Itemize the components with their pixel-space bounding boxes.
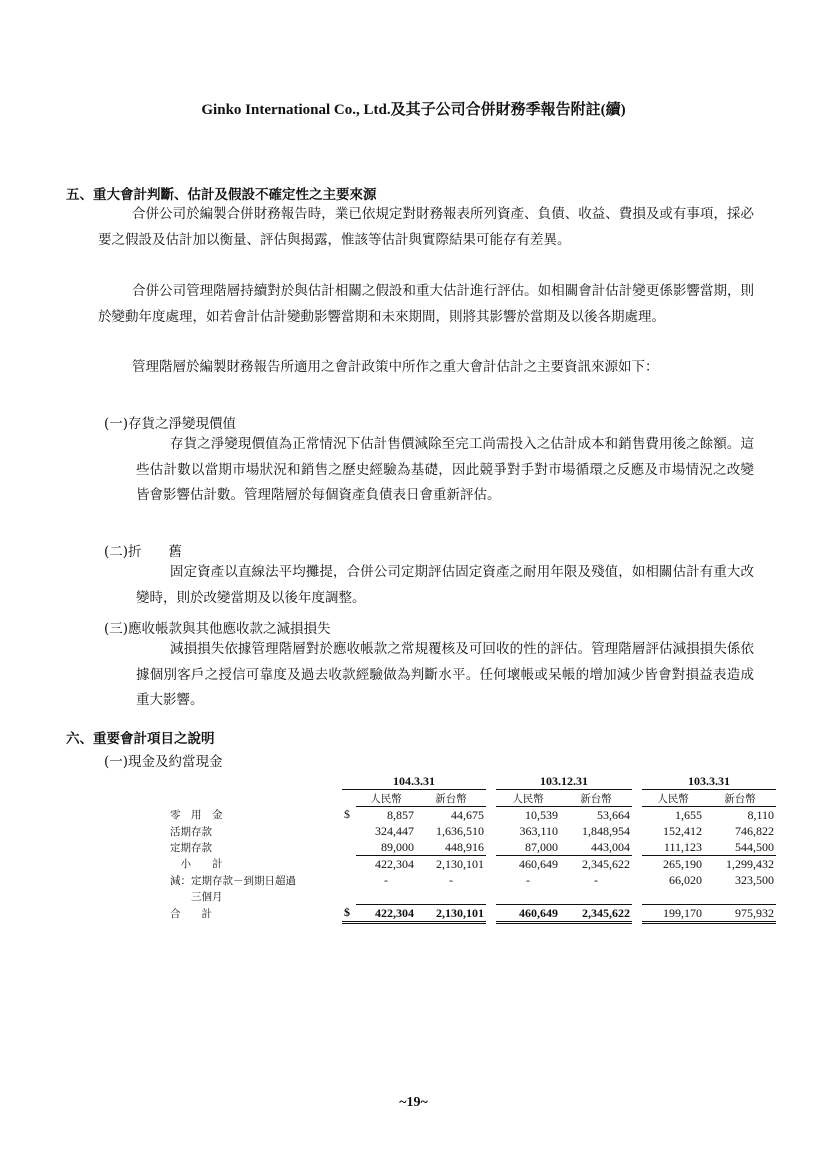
- page-title: Ginko International Co., Ltd.及其子公司合併財務季報告附註(續): [201, 102, 626, 118]
- cell: 2,345,622: [582, 856, 630, 871]
- subsection-depreciation-text: 固定資產以直線法平均攤提，合併公司定期評估固定資產之耐用年限及殘值，如相關估計有重大改變時，則於改變當期及以後年度調整。: [136, 564, 754, 606]
- cell: 363,110: [519, 823, 558, 838]
- cell: 324,447: [375, 823, 414, 838]
- row-label: 三個月: [170, 890, 223, 903]
- page-number: ~19~: [399, 1095, 428, 1110]
- period-header: 104.3.31: [342, 773, 486, 790]
- cell: 1,636,510: [436, 823, 484, 838]
- currency-header: 新台幣: [560, 790, 632, 807]
- currency-header: 新台幣: [704, 790, 776, 807]
- cell: 422,304: [375, 856, 414, 871]
- table-row: [168, 823, 776, 839]
- cell: 1,848,954: [582, 823, 630, 838]
- currency-header: 人民幣: [356, 790, 416, 807]
- table-row-total: [168, 905, 776, 923]
- period-header: 103.3.31: [642, 773, 776, 790]
- section-5-paragraph-1: 合併公司於編製合併財務報告時，業已依規定對財務報表所列資產、負債、收益、費損及或有事項，採必要之假設及估計加以衡量、評估與揭露，惟該等估計與實際結果可能存有差異。: [98, 206, 754, 248]
- subsection-depreciation-title: (二)折 舊: [104, 544, 183, 560]
- row-label: 小 計: [170, 858, 223, 871]
- cell: 87,000: [496, 839, 560, 856]
- cell: -: [594, 872, 598, 887]
- cell: 443,004: [560, 839, 632, 856]
- section-5-paragraph-2: 合併公司管理階層持續對於與估計相關之假設和重大估計進行評估。如相關會計估計變更係影響當期，則於變動年度處理，如若會計估計變動影響當期和未來期間，則將其影響於當期及以後各期處理。: [98, 283, 754, 325]
- cell: 53,664: [597, 807, 630, 822]
- cell: 323,500: [735, 872, 774, 887]
- cell: 44,675: [451, 807, 484, 822]
- currency-header: 人民幣: [496, 790, 560, 807]
- cell: 89,000: [356, 839, 416, 856]
- period-header: 103.12.31: [496, 773, 632, 790]
- table-row: [168, 872, 776, 888]
- row-label: 減：定期存款－到期日超過: [170, 874, 296, 887]
- cell: 422,304: [356, 905, 416, 923]
- dollar-sign: $: [342, 905, 356, 923]
- row-label: 定期存款: [170, 841, 212, 854]
- cell: -: [384, 872, 388, 887]
- subsection-impairment-title: (三)應收帳款與其他應收款之減損損失: [104, 621, 331, 637]
- cell: 2,345,622: [560, 905, 632, 923]
- table-row: [168, 839, 776, 856]
- cell: 448,916: [416, 839, 486, 856]
- currency-header: 新台幣: [416, 790, 486, 807]
- cell: 1,299,432: [726, 856, 774, 871]
- cell: 746,822: [735, 823, 774, 838]
- cell: 152,412: [663, 823, 702, 838]
- cell: 111,123: [642, 839, 704, 856]
- table-row: [168, 856, 776, 873]
- section-6-heading: 六、重要會計項目之說明: [66, 731, 215, 747]
- dollar-sign: $: [344, 807, 350, 822]
- section-5-heading: 五、重大會計判斷、估計及假設不確定性之主要來源: [66, 187, 377, 203]
- cell: 2,130,101: [436, 856, 484, 871]
- cell: 265,190: [663, 856, 702, 871]
- row-label: 合 計: [170, 908, 212, 920]
- cell: 1,655: [675, 807, 702, 822]
- cell: -: [526, 872, 530, 887]
- cell: 8,857: [387, 807, 414, 822]
- subsection-cash-title: (一)現金及約當現金: [104, 754, 223, 770]
- cell: 460,649: [496, 905, 560, 923]
- cell: 8,110: [747, 807, 774, 822]
- cash-equivalents-table: [168, 773, 776, 924]
- cell: 10,539: [525, 807, 558, 822]
- row-label: 零 用 金: [170, 809, 223, 822]
- subsection-inventory-text: 存貨之淨變現價值為正常情況下估計售價減除至完工尚需投入之估計成本和銷售費用後之餘額。這些估計數以當期市場狀況和銷售之歷史經驗為基礎，因此競爭對手對市場循環之反應及市場情況之改變皆會影響估計數。管理階層於每個資產負債表日會重新評估。: [136, 436, 754, 503]
- row-label: 活期存款: [170, 825, 212, 838]
- cell: 66,020: [669, 872, 702, 887]
- cell: 544,500: [704, 839, 776, 856]
- cell: -: [449, 872, 453, 887]
- table-row: [168, 807, 776, 824]
- subsection-inventory-title: (一)存貨之淨變現價值: [104, 416, 237, 432]
- cell: 2,130,101: [416, 905, 486, 923]
- cell: 975,932: [704, 905, 776, 923]
- cell: 460,649: [519, 856, 558, 871]
- currency-header: 人民幣: [642, 790, 704, 807]
- table-row: [168, 888, 776, 905]
- subsection-impairment-text: 減損損失依據管理階層對於應收帳款之常規覆核及可回收的性的評估。管理階層評估減損損失係依據個別客戶之授信可靠度及過去收款經驗做為判斷水平。任何壞帳或呆帳的增加減少皆會對損益表造成重大影響。: [136, 641, 754, 708]
- section-5-paragraph-3: 管理階層於編製財務報告所適用之會計政策中所作之重大會計估計之主要資訊來源如下：: [132, 359, 659, 375]
- cell: 199,170: [642, 905, 704, 923]
